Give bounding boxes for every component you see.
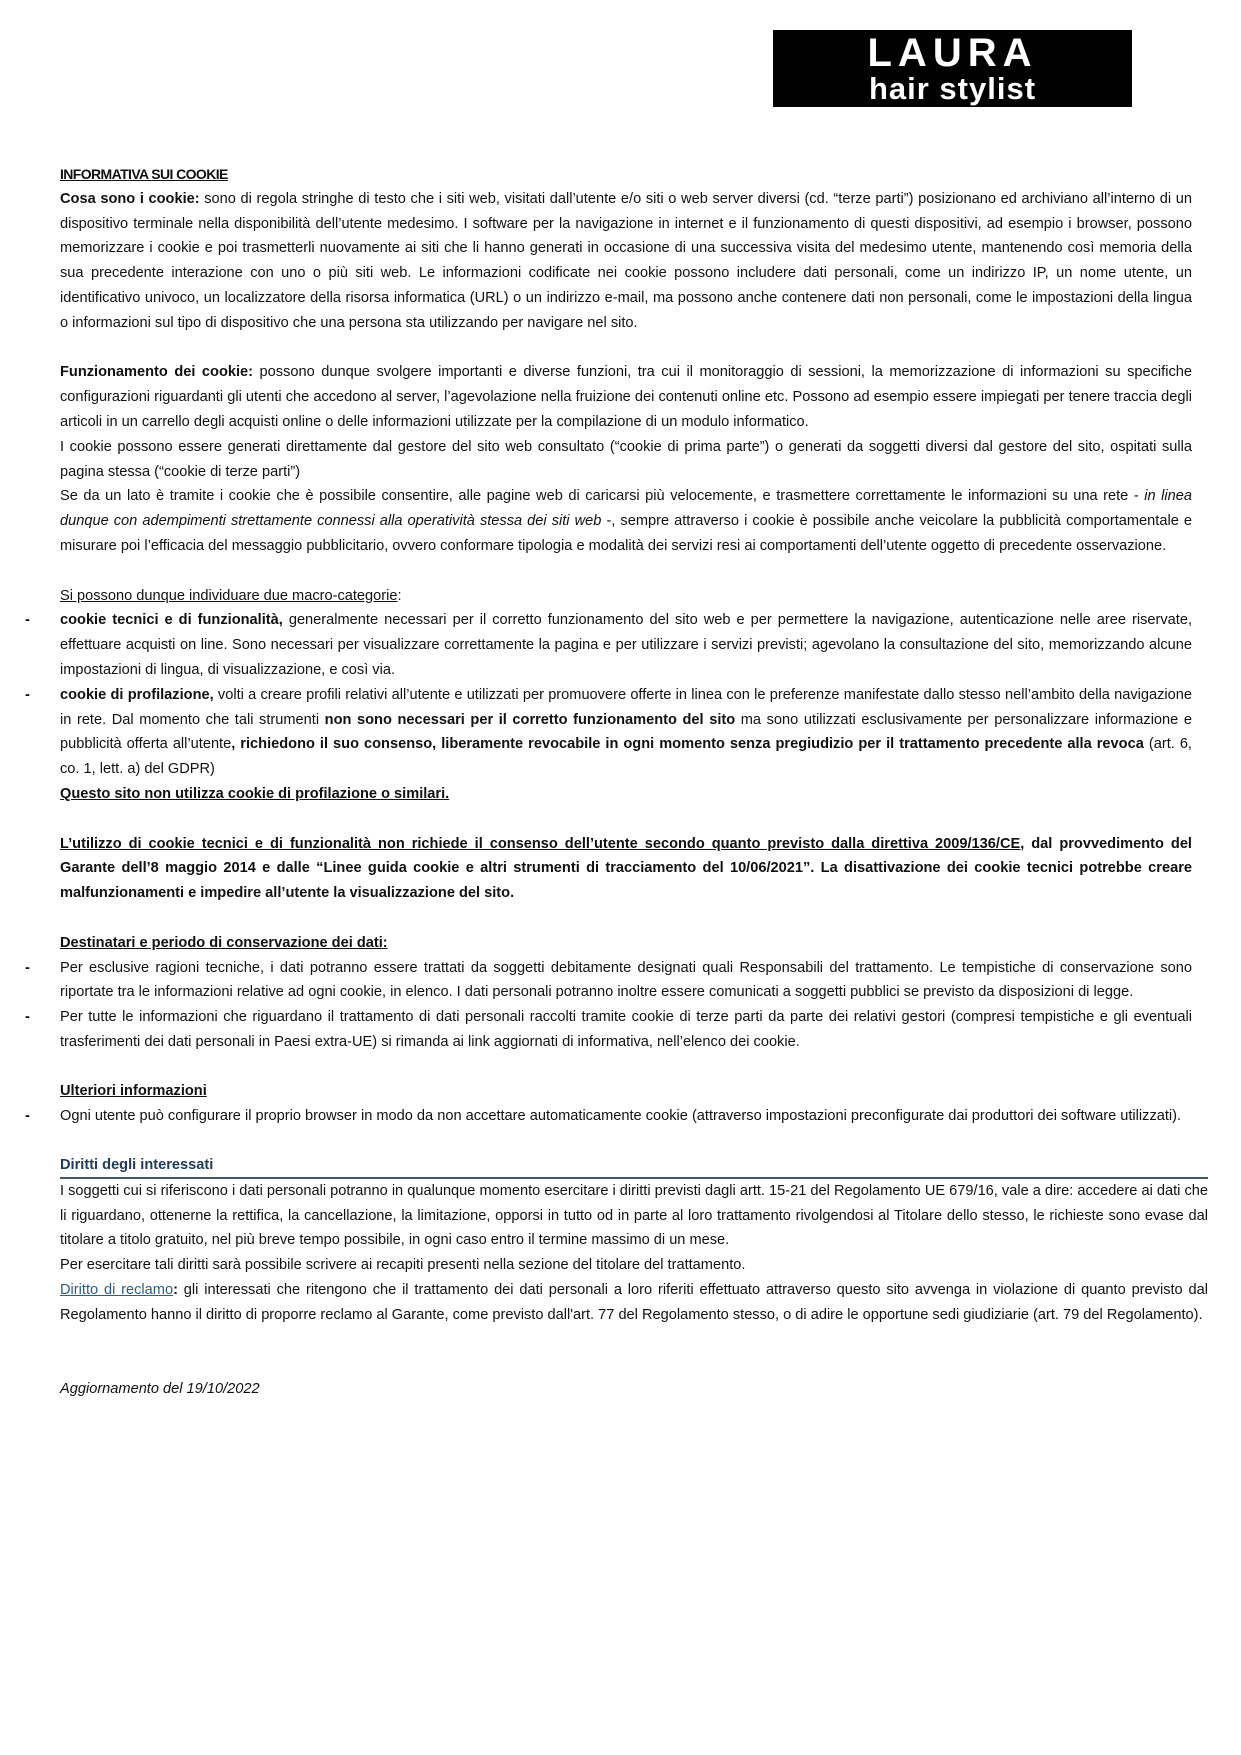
list-item-technical-cookies [25, 608, 1192, 682]
logo [773, 30, 1132, 107]
colon: : [173, 1282, 178, 1299]
bullet-dash: - [25, 959, 30, 976]
label: Funzionamento dei cookie: [60, 364, 254, 381]
complaint-link[interactable]: Diritto di reclamo [60, 1282, 174, 1299]
label: cookie tecnici e di funzionalità, [60, 612, 283, 629]
text: sono di regola stringhe di testo che i siti web, visitati dall’utente e/o siti o web server diversi (cd. “terze parti”) posizionano ed archiviano all’interno di un dispositivo terminale nella disponibilità dell’utente medesimo. I software per la navigazione in internet e il funzionamento di questi dispositivi, ad esempio i browser, possono memorizzare i cookie e poi trasmetterli nuovamente ai siti che li hanno generati in occasione di una successiva visita del medesimo utente, mantenendo così memoria della sua precedente interazione con uno o più siti web. Le informazioni codificate nei cookie possono includere dati personali, come un indirizzo IP, un nome utente, un identificativo univoco, un localizzatore della risorsa informatica (URL) o un indirizzo e-mail, ma possono anche contenere dati non personali, come le impostazioni della lingua o informazioni sul tipo di dispositivo che una persona sta utilizzando per navigare nel sito. [60, 190, 1192, 331]
text: gli interessati che ritengono che il trattamento dei dati personali a loro riferiti effettuato attraverso questo sito avvenga in violazione di quanto previsto dal Regolamento hanno il diritto di proporre reclamo al Garante, come previsto dall'art. 77 del Regolamento stesso, o di adire le opportune sedi giudiziarie (art. 79 del Regolamento). [60, 1282, 1208, 1323]
paragraph-first-third-party: I cookie possono essere generati direttamente dal gestore del sito web consultato (“cookie di prima parte”) o generati da soggetti diversi dal gestore del sito, ospitati sulla pagina stessa (“cookie di terze parti”) [60, 438, 1192, 480]
list-item [25, 956, 1192, 1006]
label: cookie di profilazione, [60, 686, 214, 703]
underlined-text: L’utilizzo di cookie tecnici e di funzionalità non richiede il consenso dell’utente secondo quanto previsto dalla direttiva 2009/136/CE, [60, 835, 1025, 852]
text: Se da un lato è tramite i cookie che è possibile consentire, alle pagine web di caricarsi più velocemente, e trasmettere correttamente le informazioni su una rete - [60, 488, 1145, 505]
logo-line1: LAURA [867, 31, 1038, 75]
rights-paragraph: I soggetti cui si riferiscono i dati personali potranno in qualunque momento esercitare i diritti previsti dagli artt. 15-21 del Regolamento UE 679/16, vale a dire: accedere ai dati che li riguardano, ottenerne la rettifica, la cancellazione, la limitazione, opporsi in tutto od in parte al loro trattamento rivolgendosi al Titolare dello stesso, le richieste sono evase dal titolare a titolo gratuito, nel più breve tempo possibile, in ogni caso entro il termine massimo di un mese. [60, 1182, 1208, 1249]
text: Si possono dunque individuare due macro-categorie [60, 587, 398, 604]
section-heading-rights: Diritti degli interessati [60, 1154, 1208, 1179]
paragraph-purposes [60, 484, 1192, 558]
bullet-dash: - [25, 1009, 30, 1026]
paragraph-what-are-cookies [60, 187, 1192, 336]
no-profiling-notice: Questo sito non utilizza cookie di profilazione o similari. [60, 785, 450, 802]
colon: : [397, 587, 402, 604]
text: (art. 6, co. 1, lett. a) del GDPR) [60, 736, 1192, 778]
bold-text: , richiedono il suo consenso, liberamente revocabile in ogni momento senza pregiudizio per il trattamento precedente alla revoca [231, 736, 1144, 753]
rights-contact: Per esercitare tali diritti sarà possibile scrivere ai recapiti presenti nella sezione del titolare del trattamento. [60, 1257, 746, 1274]
complaint-paragraph [60, 1278, 1208, 1328]
categories-intro [60, 584, 1192, 609]
text: possono dunque svolgere importanti e diverse funzioni, tra cui il monitoraggio di sessioni, la memorizzazione di informazioni su specifiche configurazioni riguardanti gli utenti che accedono al server, l’agevolazione nella fruizione dei contenuti online etc. Possono ad esempio essere impiegati per tenere traccia degli articoli in un carrello degli acquisti online o delle informazioni utilizzate per la compilazione di un modulo informatico. [60, 364, 1193, 430]
text: dal provvedimento del Garante dell’8 maggio 2014 e dalle “Linee guida cookie e altri strumenti di tracciamento del 10/06/2021”. La disattivazione dei cookie tecnici potrebbe creare malfunzionamenti e impedire all’utente la visualizzazione del sito. [60, 835, 1192, 902]
list-item [25, 1104, 1192, 1129]
page-title: INFORMATIVA SUI COOKIE [60, 166, 228, 182]
section-heading-recipients: Destinatari e periodo di conservazione dei dati: [60, 934, 388, 951]
label: Cosa sono i cookie: [60, 190, 200, 207]
bullet-dash: - [25, 1108, 30, 1125]
list-item [25, 1005, 1192, 1055]
text: generalmente necessari per il corretto funzionamento del sito web e per permettere la navigazione, autenticazione nelle aree riservate, effettuare acquisti on line. Sono necessari per visualizzare correttamente la pagina e per utilizzare i servizi previsti; agevolano la consultazione del sito, memorizzando alcune impostazioni di lingua, di visualizzazione, e così via. [60, 612, 1192, 678]
bold-text: non sono necessari per il corretto funzionamento del sito [324, 711, 736, 728]
text: Per esclusive ragioni tecniche, i dati potranno essere trattati da soggetti debitamente designati quali Responsabili del trattamento. Le tempistiche di conservazione sono riportate tra le informazioni relative ad ogni cookie, in elenco. I dati personali potranno inoltre essere comunicati a soggetti pubblici se previsto da disposizioni di legge. [60, 959, 1192, 1001]
last-updated: Aggiornamento del 19/10/2022 [60, 1381, 260, 1398]
paragraph-how-cookies-work [60, 360, 1192, 434]
document-body [25, 162, 1208, 1402]
logo-line2: hair stylist [868, 71, 1037, 106]
bullet-dash: - [25, 612, 30, 629]
list-item-profiling-cookies [25, 683, 1192, 782]
text: Per tutte le informazioni che riguardano il trattamento di dati personali raccolti tramite cookie di terze parti da parte dei relativi gestori (compresi tempistiche e gli eventuali trasferimenti dei dati personali in Paesi extra-UE) si rimanda ai link aggiornati di informativa, nell’elenco dei cookie. [60, 1009, 1192, 1050]
text: Ogni utente può configurare il proprio browser in modo da non accettare automaticamente cookie (attraverso impostazioni preconfigurate dai produttori dei software utilizzati). [60, 1108, 1182, 1125]
text: -, sempre attraverso i cookie è possibile anche veicolare la pubblicità comportamentale e misurare poi l’efficacia del messaggio pubblicitario, ovvero conformare tipologia e modalità dei servizi resi ai comportamenti dell’utente oggetto di precedente osservazione. [60, 513, 1192, 554]
consent-notice [60, 832, 1192, 906]
section-heading-further-info: Ulteriori informazioni [60, 1083, 207, 1100]
text: ma sono utilizzati esclusivamente per personalizzare informazione e pubblicità offerta all’utente [60, 711, 1192, 753]
bullet-dash: - [25, 686, 30, 703]
text: volti a creare profili relativi all’utente e utilizzati per promuovere offerte in linea con le preferenze manifestate dallo stesso nell’ambito della navigazione in rete. Dal momento che tali strumenti [60, 686, 1192, 728]
italic-text: in linea dunque con adempimenti strettamente connessi alla operatività stessa dei siti web [60, 488, 1192, 530]
